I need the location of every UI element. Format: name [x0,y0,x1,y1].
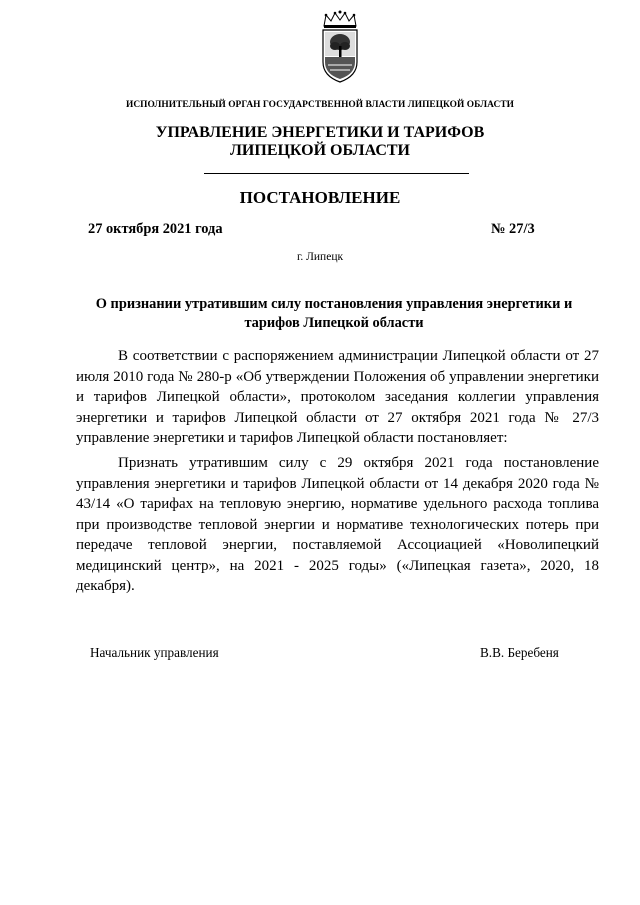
organization-name: ИСПОЛНИТЕЛЬНЫЙ ОРГАН ГОСУДАРСТВЕННОЙ ВЛАСТИ ЛИПЕЦКОЙ ОБЛАСТИ [126,100,514,110]
body-paragraph-1: В соответствии с распоряжением администрации Липецкой области от 27 июля 2010 года № 280-р «Об утверждении Положения об управлении энергетики и тарифов Липецкой области», протоколом заседания коллегии управления энергетики и тарифов Липецкой области от 27 октября 2021 года № 27/3 управление энергетики и тарифов Липецкой области постановляет: [76,348,599,446]
document-date: 27 октября 2021 года [88,221,223,237]
header-divider [204,173,469,174]
department-name-line2: ЛИПЕЦКОЙ ОБЛАСТИ [230,142,410,159]
document-number: № 27/3 [491,221,535,237]
signatory-name: В.В. Беребеня [480,645,559,660]
department-name-line1: УПРАВЛЕНИЕ ЭНЕРГЕТИКИ И ТАРИФОВ [155,124,485,141]
signatory-title: Начальник управления [90,645,219,660]
document-city: г. Липецк [296,251,344,263]
document-type: ПОСТАНОВЛЕНИЕ [239,188,401,207]
body-paragraph-2: Признать утратившим силу с 29 октября 2021 года постановление управления энергетики и тарифов Липецкой области от 14 декабря 2020 года № 43/14 «О тарифах на тепловую энергию, нормативе удельного расхода топлива при производстве тепловой энергии и нормативе технологических потерь при передаче тепловой энергии, поставляемой Ассоциацией «Новолипецкий медицинский центр», на 2021 - 2025 годы» («Липецкая газета», 2020, 18 декабря). [76,455,599,594]
coat-of-arms-icon [318,10,362,84]
document-subject: О признании утратившим силу постановления управления энергетики и тарифов Липецкой области [95,296,573,331]
